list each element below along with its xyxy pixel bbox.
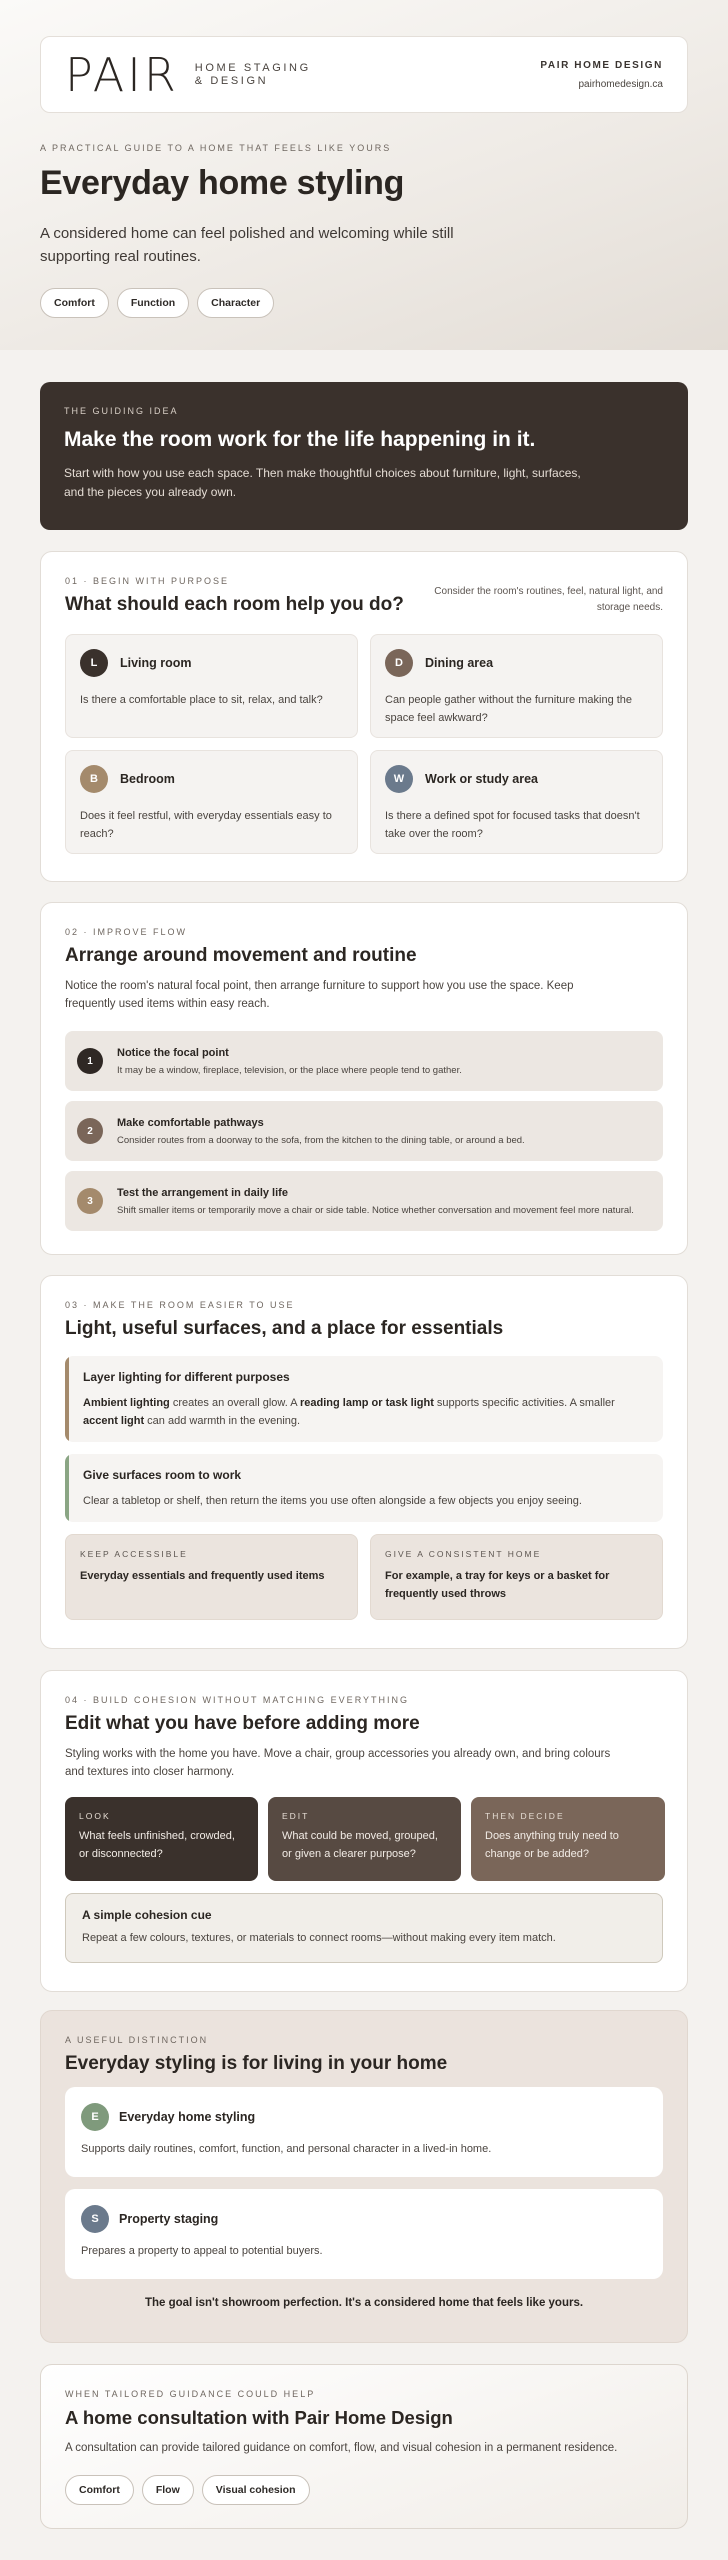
room-name: Work or study area <box>425 772 539 786</box>
guiding-eyebrow: THE GUIDING IDEA <box>64 406 179 416</box>
room-badge: W <box>385 765 413 793</box>
chip-function[interactable]: Function <box>117 288 189 318</box>
tip-title: Layer lighting for different purposes <box>83 1370 290 1384</box>
step-item <box>65 1171 663 1231</box>
site-header <box>40 36 688 113</box>
room-card-living <box>65 634 358 738</box>
room-grid <box>65 634 663 854</box>
chip-visual-cohesion[interactable]: Visual cohesion <box>202 2475 310 2505</box>
card-eyebrow: KEEP ACCESSIBLE <box>80 1549 188 1559</box>
card-text: For example, a tray for keys or a basket for frequently used throws <box>385 1570 610 1600</box>
section-eyebrow: 01 · BEGIN WITH PURPOSE <box>65 576 230 586</box>
hero-subtitle: A considered home can feel polished and welcoming while still supporting real routines. <box>40 225 454 265</box>
room-name: Living room <box>120 656 192 670</box>
room-name: Dining area <box>425 656 494 670</box>
keep-accessible-card <box>65 1534 358 1620</box>
step-title: Test the arrangement in daily life <box>117 1186 288 1199</box>
section-text: Styling works with the home you have. Move a chair, group accessories you already own, and bring colours and textures into closer harmony. <box>65 1748 611 1778</box>
room-question: Is there a defined spot for focused tasks that doesn't take over the room? <box>385 810 640 840</box>
step-item <box>65 1031 663 1091</box>
card-text: Prepares a property to appeal to potential buyers. <box>81 2245 323 2257</box>
card-text: Supports daily routines, comfort, function, and personal character in a lived-in home. <box>81 2143 492 2155</box>
step-text: Shift smaller items or temporarily move a chair or side table. Notice whether conversation and movement feel more natural. <box>117 1204 634 1216</box>
tip-text-part: supports specific activities. A smaller <box>433 1397 615 1409</box>
chip-comfort[interactable]: Comfort <box>65 2475 134 2505</box>
room-badge: D <box>385 649 413 677</box>
step-title: Make comfortable pathways <box>117 1116 264 1129</box>
box-text: Does anything truly need to change or be added? <box>485 1830 619 1860</box>
section-eyebrow: A USEFUL DISTINCTION <box>65 2035 209 2045</box>
section-text: Notice the room's natural focal point, then arrange furniture to support how you use the space. Keep frequently used items within easy reach. <box>65 980 574 1010</box>
section-title: Light, useful surfaces, and a place for essentials <box>65 1318 504 1339</box>
logo-wordmark: PAIR <box>65 47 179 102</box>
edit-box <box>268 1797 461 1881</box>
logo-tagline <box>195 62 311 88</box>
lighting-tip <box>65 1356 663 1442</box>
section-title: A home consultation with Pair Home Design <box>65 2407 453 2428</box>
step-title: Notice the focal point <box>117 1046 229 1059</box>
guiding-title: Make the room work for the life happening in it. <box>64 428 536 451</box>
chip-flow[interactable]: Flow <box>142 2475 194 2505</box>
section-title: Arrange around movement and routine <box>65 945 417 966</box>
consult-chips <box>65 2475 663 2505</box>
section-note: Consider the room's routines, feel, natural light, and storage needs. <box>434 586 663 613</box>
decide-box <box>471 1797 665 1881</box>
section-title: Everyday styling is for living in your home <box>65 2053 448 2074</box>
logo-tagline-line-1: HOME STAGING <box>194 61 311 74</box>
chip-character[interactable]: Character <box>197 288 274 318</box>
tip-text: Clear a tabletop or shelf, then return the items you use often alongside a few objects you enjoy seeing. <box>83 1495 582 1507</box>
distinction-footer: The goal isn't showroom perfection. It's a considered home that feels like yours. <box>144 2297 584 2309</box>
step-text: Consider routes from a doorway to the sofa, from the kitchen to the dining table, or around a bed. <box>117 1134 525 1146</box>
card-badge: S <box>81 2205 109 2233</box>
tip-text-part: can add warmth in the evening. <box>144 1415 301 1427</box>
consultation-section <box>40 2364 688 2529</box>
brand-info <box>540 60 663 90</box>
page-title: Everyday home styling <box>40 164 405 202</box>
hero-chips <box>40 288 274 318</box>
essentials-grid <box>65 1534 663 1620</box>
room-card-dining <box>370 634 663 738</box>
card-text: Everyday essentials and frequently used items <box>80 1570 325 1582</box>
step-number: 1 <box>77 1048 103 1074</box>
edit-steps <box>65 1797 663 1881</box>
brand-name: PAIR HOME DESIGN <box>540 59 663 71</box>
look-box <box>65 1797 258 1881</box>
step-text: It may be a window, fireplace, television, or the place where people tend to gather. <box>117 1064 462 1076</box>
room-badge: L <box>80 649 108 677</box>
surfaces-tip <box>65 1454 663 1522</box>
section-light-surfaces <box>40 1275 688 1649</box>
logo[interactable] <box>65 47 311 102</box>
tip-emphasis: reading lamp or task light <box>300 1397 434 1409</box>
box-text: What feels unfinished, crowded, or disconnected? <box>79 1830 235 1860</box>
box-eyebrow: THEN DECIDE <box>485 1811 565 1821</box>
section-title: What should each room help you do? <box>65 594 404 615</box>
guiding-text: Start with how you use each space. Then make thoughtful choices about furniture, light, surfaces, and the pieces you already own. <box>64 466 581 499</box>
step-item <box>65 1101 663 1161</box>
tip-title: Give surfaces room to work <box>83 1468 242 1482</box>
room-card-bedroom <box>65 750 358 854</box>
card-name: Everyday home styling <box>119 2110 256 2124</box>
room-name: Bedroom <box>120 772 175 786</box>
card-name: Property staging <box>119 2212 219 2226</box>
tip-text-part: creates an overall glow. A <box>169 1397 301 1409</box>
card-eyebrow: GIVE A CONSISTENT HOME <box>385 1549 542 1559</box>
box-eyebrow: EDIT <box>282 1811 310 1821</box>
consistent-home-card <box>370 1534 663 1620</box>
tip-emphasis: Ambient lighting <box>83 1397 170 1409</box>
section-eyebrow: 03 · MAKE THE ROOM EASIER TO USE <box>65 1300 295 1310</box>
section-cohesion <box>40 1670 688 1992</box>
box-eyebrow: LOOK <box>79 1811 111 1821</box>
section-eyebrow: WHEN TAILORED GUIDANCE COULD HELP <box>65 2389 316 2399</box>
room-question: Does it feel restful, with everyday essentials easy to reach? <box>80 810 332 840</box>
step-list <box>65 1031 663 1231</box>
cohesion-cue <box>65 1893 663 1963</box>
box-text: What could be moved, grouped, or given a clearer purpose? <box>282 1830 438 1860</box>
step-number: 2 <box>77 1118 103 1144</box>
section-title: Edit what you have before adding more <box>65 1713 420 1734</box>
room-badge: B <box>80 765 108 793</box>
brand-url-link[interactable]: pairhomedesign.ca <box>578 78 663 90</box>
section-eyebrow: 04 · BUILD COHESION WITHOUT MATCHING EVERYTHING <box>65 1695 410 1705</box>
everyday-styling-card <box>65 2087 663 2177</box>
section-purpose <box>40 551 688 882</box>
card-badge: E <box>81 2103 109 2131</box>
tip-emphasis: accent light <box>83 1415 145 1427</box>
cue-title: A simple cohesion cue <box>82 1908 212 1922</box>
property-staging-card <box>65 2189 663 2279</box>
step-number: 3 <box>77 1188 103 1214</box>
section-flow <box>40 902 688 1255</box>
hero-eyebrow: A PRACTICAL GUIDE TO A HOME THAT FEELS LIKE YOURS <box>40 143 392 153</box>
distinction-section <box>40 2010 688 2343</box>
tip-text <box>83 1394 647 1430</box>
room-card-work <box>370 750 663 854</box>
logo-tagline-line-2: & DESIGN <box>194 74 269 87</box>
room-question: Can people gather without the furniture making the space feel awkward? <box>385 694 633 724</box>
section-text: A consultation can provide tailored guidance on comfort, flow, and visual cohesion in a permanent residence. <box>65 2442 618 2454</box>
guiding-idea-card <box>40 382 688 530</box>
section-eyebrow: 02 · IMPROVE FLOW <box>65 927 188 937</box>
cue-text: Repeat a few colours, textures, or materials to connect rooms—without making every item match. <box>82 1932 556 1944</box>
room-question: Is there a comfortable place to sit, relax, and talk? <box>80 694 323 706</box>
chip-comfort[interactable]: Comfort <box>40 288 109 318</box>
